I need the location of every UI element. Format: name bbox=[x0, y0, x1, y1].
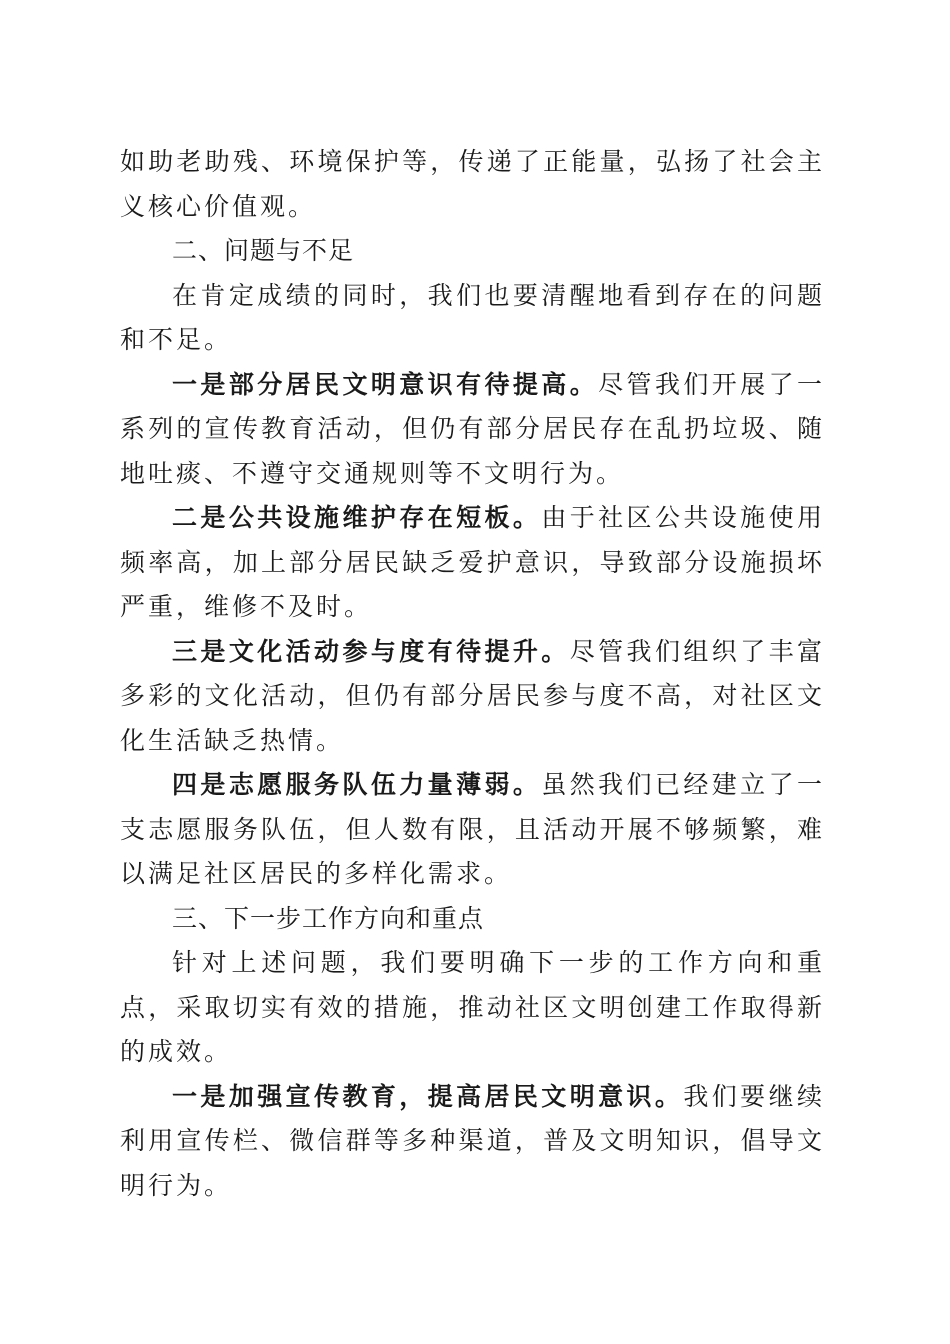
paragraph-problem-1 bbox=[120, 363, 825, 497]
paragraph-problem-2 bbox=[120, 496, 825, 630]
section-heading-next-steps: 三、下一步工作方向和重点 bbox=[172, 903, 485, 933]
paragraph-body: 我们要继续利用宣传栏、微信群等多种渠道，普及文明知识，倡导文明行为。 bbox=[120, 1081, 825, 1200]
paragraph-problem-4 bbox=[120, 763, 825, 897]
paragraph-body: 虽然我们已经建立了一支志愿服务队伍，但人数有限，且活动开展不够频繁，难以满足社区居民的多样化需求。 bbox=[120, 770, 825, 888]
paragraph-problems-intro: 在肯定成绩的同时，我们也要清醒地看到存在的问题和不足。 bbox=[120, 280, 825, 354]
section-heading-problems: 二、问题与不足 bbox=[172, 236, 355, 265]
paragraph-body: 由于社区公共设施使用频率高，加上部分居民缺乏爱护意识，导致部分设施损坏严重，维修不及时。 bbox=[120, 503, 825, 621]
paragraph-lead: 一是部分居民文明意识有待提高。 bbox=[172, 369, 599, 399]
paragraph-lead: 二是公共设施维护存在短板。 bbox=[172, 503, 542, 532]
paragraph-lead: 一是加强宣传教育，提高居民文明意识。 bbox=[172, 1081, 684, 1111]
paragraph-next-steps-intro: 针对上述问题，我们要明确下一步的工作方向和重点，采取切实有效的措施，推动社区文明创建工作取得新的成效。 bbox=[120, 948, 825, 1066]
paragraph-measure-1 bbox=[120, 1075, 825, 1209]
paragraph-lead: 三是文化活动参与度有待提升。 bbox=[172, 636, 570, 666]
paragraph-body: 尽管我们组织了丰富多彩的文化活动，但仍有部分居民参与度不高，对社区文化生活缺乏热情。 bbox=[120, 636, 825, 755]
paragraph-problem-3 bbox=[120, 630, 825, 764]
paragraph-body: 尽管我们开展了一系列的宣传教育活动，但仍有部分居民存在乱扔垃圾、随地吐痰、不遵守交通规则等不文明行为。 bbox=[120, 369, 825, 488]
paragraph-continuation: 如助老助残、环境保护等，传递了正能量，弘扬了社会主义核心价值观。 bbox=[120, 147, 825, 221]
paragraph-lead: 四是志愿服务队伍力量薄弱。 bbox=[172, 770, 542, 799]
document-page bbox=[120, 140, 825, 1208]
